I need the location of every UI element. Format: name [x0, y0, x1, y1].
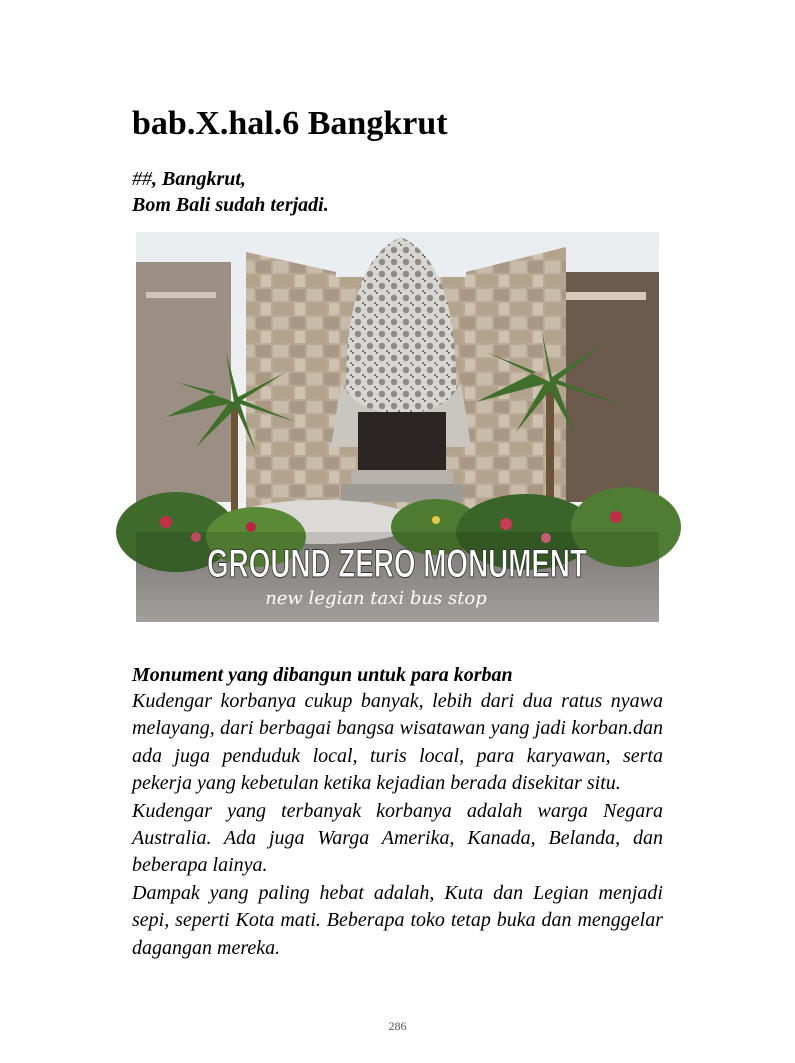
hash-marker: ## [132, 168, 152, 190]
subheading-line-2: Bom Bali sudah terjadi. [132, 194, 329, 216]
paragraph: Dampak yang paling hebat adalah, Kuta dan Legian menjadi sepi, seperti Kota mati. Beberapa toko tetap buka dan menggelar dagangan mereka. [132, 881, 663, 959]
subheading-text-1: , Bangkrut, [152, 168, 246, 190]
paragraph: Kudengar korbanya cukup banyak, lebih dari dua ratus nyawa melayang, dari berbagai bangsa wisatawan yang jadi korban.dan ada juga penduduk local, turis local, para karyawan, serta pekerja yang kebetulan ketika kejadian berada disekitar situ. [132, 690, 663, 795]
section-heading: Monument yang dibangun untuk para korban [132, 664, 513, 686]
page-number: 286 [388, 1019, 407, 1033]
subheading-line-1 [132, 166, 672, 192]
overlay-title: GROUND ZERO MONUMENT [207, 542, 587, 586]
monument-illustration [136, 232, 659, 622]
body-text [132, 688, 663, 962]
overlay-subtitle: new legian taxi bus stop [265, 588, 487, 609]
page-title: bab.X.hal.6 Bangkrut [132, 105, 448, 142]
monument-photo [136, 232, 659, 622]
subheading [132, 166, 672, 218]
paragraph: Kudengar yang terbanyak korbanya adalah warga Negara Australia. Ada juga Warga Amerika, Kanada, Belanda, dan beberapa lainya. [132, 799, 663, 877]
